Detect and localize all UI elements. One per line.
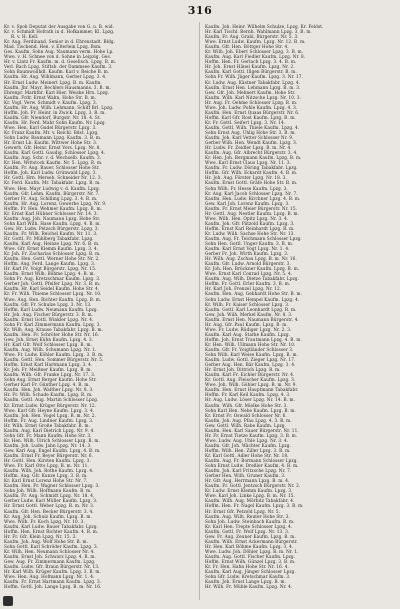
directory-entry: Kaufm. Aug. Joh. Naumann Lpzg. Hohe Str. — [4, 215, 101, 221]
directory-entry: Hoffm. Karl Gfr. Rost Kaufm. Lpzg. B. m. — [205, 114, 296, 120]
directory-entry: Kaufm. Hr. Karl Seidel Kaufm. Hohe Str. 4. — [4, 286, 100, 292]
directory-entry: Kaufm. Wilh. Karl Nitzsche Lpzg. Nr. 10. 3. — [205, 94, 302, 100]
directory-entry: Hr. Karl Fr. Voigt Bürgerstr. Lpzg. Nr. 15. — [4, 266, 97, 272]
directory-entry: Gew. Karl Joh. Lorenz Kaufm. Lpzg. 3. — [205, 200, 290, 206]
directory-entry: Kaufm. Hen. Ludw. Kirchner Lpzg. 4. B. m. — [205, 195, 301, 201]
directory-entry: Gerber Hen. Wilh. Gruner Kaufm. 3. — [205, 473, 286, 479]
directory-entry: Hoffm. Ernst Karl Hartmann Lpzg. 3. 4. — [4, 362, 93, 368]
directory-entry: Kr. v. Schmidt Hofrath in d. Hofkammer, Kl. Lpzg. — [4, 29, 115, 35]
directory-entry: Kaufm. Aug. Wilh. Dietze Tabakfabr. Lpzg. — [205, 276, 300, 282]
directory-entry: Kr. v. Spoh Deputat der Ausgabe von G. u. B. wid. — [4, 24, 115, 29]
directory-entry: Gerber Ludw. Karl Müller Kaufm. Lpzg. 3. — [4, 498, 98, 504]
directory-entry: Kaufm. Wilh. Joh. Rothe Kaufm. Lpzg. 4. — [4, 468, 94, 474]
directory-entry: Kaufm. Ernst Joh. Schwarz Lpzg. 4. B. m. — [4, 553, 96, 559]
directory-entry: Wwe. Hen. Aug. Hofmann Lpzg. Nr. 1. 4. — [4, 574, 95, 580]
directory-entry: Wwe. Wilh. Fr. Koch Lpzg. Nr. 10. 3. — [4, 518, 85, 524]
directory-entry: Hr. Gottl. Fr. Mühlberg Tabakfabr. Lpzg. — [4, 235, 94, 241]
directory-entry: Gerber Wilh. Hen. Wendt Kaufm. Lpzg. 3. — [205, 140, 298, 146]
directory-entry: Hr. Fr. Gfr. Klein Lpzg. Nr. 15. 3. — [4, 533, 77, 539]
directory-entry: Kr. Ernst Fr. Oswald Schlosser Nr. 6. — [205, 412, 287, 418]
directory-entry: Kaufm. Joh. Karl Vetter Schlosser Nr. 9. — [205, 135, 294, 141]
directory-entry: Hoffm. Fr. Aug. Lindner Kaufm. Lpzg. 3. — [4, 417, 94, 423]
directory-entry: Kaufm. Gfr. Joh. Wächter Kaufm. Lpzg. — [205, 442, 292, 448]
directory-entry: Kaufm. Joh. Aug. Pfau Lpzg. 4. 3. B. m. — [205, 417, 292, 423]
directory-entry: Sohn Ernst Aug. Uhlig Hohe Str. 3. B. m. — [205, 129, 296, 135]
directory-entry: Kaufm. Joh. Gfr. Pätzold Kaufm. Lpzg. 3. — [205, 220, 295, 226]
directory-entry: Kaufm. Hen. Fr. Schröter Hohe Str. Nr. 16. — [4, 331, 100, 337]
directory-entry: Kaufm. Hen. Joh. Walther Lpzg. Nr. 8. 3. — [4, 387, 94, 393]
directory-entry: Kaufm. Aug. Karl Fiedler Kaufm. Lpzg. Nr. 8. — [205, 54, 306, 60]
directory-entry: Kaufm. Fr. Wilh. Reichel Kaufm. Nr. 11. 3. — [4, 230, 98, 236]
directory-entry: Kaufm. Aug. Wilh. Schumann Lpzg. Nr. 1. — [4, 347, 97, 352]
directory-entry: Gew. Joh. Wilh. Merkel Kaufm. Nr. 8. 3. — [205, 311, 293, 317]
directory-entry: Kaufm. Gottl. Hen. Sommer Bürgerstr. Nr. 5. — [4, 357, 104, 363]
directory-entry: Kaufm. Joh. Karl Fritzsche Lpzg. Nr. 7. — [205, 468, 292, 474]
directory-entry: Wwe. Ludw. Aug. Uhle Lpzg. Nr. 3. 4. — [205, 437, 289, 443]
directory-entry: Kaufm. Karl Aug. Jünger Schlosser Lpzg. — [205, 569, 296, 575]
directory-entry: Wwe. Ludw. Joh. Döhler Lpzg. B. m. Nr. 1. — [205, 548, 299, 554]
directory-entry: Kaufm. Ludw. Gfr. Braun Bürgerstr. Nr. 13. — [4, 564, 100, 570]
directory-entry: Kr. Karl Hen. Trepte Schlosser Lpzg. 4. — [205, 523, 293, 529]
directory-entry: Kr. Vogl. Verw. Schmidt v. Kaufm. Lpzg. 3. — [4, 99, 98, 105]
directory-entry: Gerber Fr. Aug. Schilling Lpzg. 3. 4. B. m. — [4, 195, 98, 201]
directory-entry: Wwe. v. H. Schnee von d. Sohne in Leipzig. Ges. — [4, 54, 112, 60]
directory-entry: Kaufm. Gottl. Karl Leonhardt Lpzg. B. m. — [205, 306, 297, 312]
directory-entry: Kaufm. Jhr. Mayr, Bechlers Hausmanns. 3. B. m. — [4, 84, 111, 90]
directory-entry: Hr. v. Lintz Fr. Kaufm. m. d. Gesellsch. Lpzg. B. m. — [4, 59, 117, 65]
library-logo-icon — [3, 596, 13, 606]
directory-entry: Kaufm. Gfr. Lehm. Kaufm. Bürgerstr. Nr. 7. — [4, 190, 100, 196]
directory-entry: Hr. Fr. Wilh. Schade Kaufm. Lpzg. B. m. — [4, 392, 93, 398]
directory-entry: Hoffm. Fr. Hen. Wehmer Kaufm. Lpzg. B. m. — [4, 205, 103, 211]
directory-entry: Hr. Wilh. Fr. Mühle Kaufm. Lpzg. Nr. 4. — [205, 584, 293, 590]
directory-entry: Hoffm. Hen. Fr. Gerlach Lpzg. 3. 4. B. m. — [205, 59, 297, 65]
directory-entry: Kaufm. Joh. Ludw. Jahn Lpzg. Nr. 14. 3. — [4, 442, 92, 448]
directory-entry: Hr. Gottl. Aug. Nestler Kaufm. Lpzg. B. m. — [205, 210, 300, 216]
directory-entry: Sohn Baumwollhdl. Kaufm. Karl v. Reiche B. m. — [4, 69, 110, 75]
directory-entry: Kaufm. Ernst Hen. Naumann Bürgerstr. 4. — [205, 316, 299, 322]
directory-entry: Wwe. Fr. Karl Otto Lpzg. B. m. Nr. 11. — [4, 463, 89, 469]
directory-entry: Wwe. Joh. Wilh. Göhler Lpzg. B. m. Nr. 9. — [205, 382, 297, 388]
directory-entry: Wwe. Wilh. Hen. Opitz Lpzg. Nr. 3. 4. — [205, 215, 289, 221]
directory-entry: Hr. Joh. Aug. Förster Lpzg. Nr. 18. 3. — [205, 175, 287, 181]
directory-entry: Gerber Fr. Joh. Wirth Kaufm. Lpzg. 3. — [205, 251, 289, 257]
directory-entry: Wwe. Karl Joh. Linke Lpzg. B. m. Nr. 15. — [205, 493, 295, 499]
directory-entry: Wwe. Fr. Ludw. Rüdiger Lpzg. Nr. 2. 3. — [205, 326, 292, 332]
directory-entry: Hr. Gottl. Hen. Kirsten Kaufm. Lpzg. 3. — [4, 458, 91, 464]
directory-entry: Kr. Ludw. Wilh. Sachse Hohe Str. Nr. 13. — [205, 230, 295, 236]
directory-entry: Gew. Hr. Ludw. Petzsch Bürgerstr. Lpzg. 3. — [4, 225, 100, 231]
directory-entry: Kr. Gottl. Aug. Fleischer Kaufm. Lpzg. 3. — [205, 377, 296, 383]
directory-entry: Sohn Ludw. Baumann Lpzg. Kaufm. 3. B. m. — [4, 135, 102, 141]
directory-entry: Hr. Aug. Fr. Oehme Schlosser Lpzg. B. m. — [205, 99, 298, 105]
directory-entry: Hr. Ernst Ludw. Meinert Lpzg. B. m. Kaufm. — [4, 79, 102, 85]
directory-entry: Hr. Karl Wilh. Krüger Kaufm. Lpzg. 3. B. m. — [4, 569, 101, 575]
directory-entry: Hr. Ernst Lb. Kaufm. Wittwer Hohe Str. 3. — [4, 140, 98, 146]
directory-entry: Hoffm. Aug. Gfr. Kunze Lpzg. 3. B. m. — [4, 473, 88, 479]
directory-entry: Hr. Joh. Ernst Hänel Kaufm. Lpzg. Nr. 2. — [205, 64, 295, 70]
directory-entry: Kr. Joh. Hen. Brückner Kaufm. Lpzg. B. m. — [205, 266, 300, 272]
directory-entry: Kaufm. Karl Aug. Heinze Lpzg. Nr. 6. B. m. — [4, 241, 100, 247]
directory-entry: Kaufm. Aug. Karl Dietrich Lpzg. Nr. 9. 4. — [4, 427, 95, 433]
directory-entry: Kaufm. Hen. Karl Sauer Bürgerstr. Nr. 11. — [205, 427, 299, 433]
directory-entry: Hoffm. Joh. Fr. Heinr. in Zwick. Lpzg. 3. B. m. — [4, 109, 106, 115]
directory-entry: Wwe. Hen. Mayr Ludwig v. d. Kaufm. Lpzg. — [4, 185, 101, 191]
directory-entry: Kaufm. Fr. Ernst Hartmann Kaufm. Lpzg. 3. — [4, 579, 102, 585]
directory-entry: Hoffm. Wilh. Hen. Ziller Lpzg. 3. B. m. — [205, 447, 291, 453]
directory-entry: Kaufm. Fr. Ludw. Döring Tabakfabr. Lpzg. — [205, 165, 298, 171]
directory-entry: Kr. Fr. Wilh. Thieme Schlosser Lpzg. Nr. 10. — [4, 291, 102, 297]
directory-entry: Kaufm. Karl Gottl. Gaudig, Schlosser Lpzg. 4. — [4, 150, 106, 156]
directory-entry: Hr. Ernst Gottl. Weber Lpzg. B. m. Nr. 3. — [4, 503, 95, 509]
directory-entry: Kaufm. Fr. Ernst Meier Bürgerstr. Nr. 15. — [205, 205, 298, 211]
directory-entry: Kaufm. Joh. Ernst Lange Lpzg. B. m. — [205, 579, 286, 585]
directory-entry: Kaufm. Hen. Ernst Quaas Bürgerstr. Nr. 6. — [205, 109, 300, 115]
directory-entry: Gew. Fr. Aug. Zeuner Kaufm. Lpzg. B. m. — [205, 533, 296, 539]
directory-entry: Hoffm. Fr. Gottl. Erler Kaufm. 3. B. m. — [205, 281, 291, 287]
directory-entry: Sohn Wilh. Karl Weise Kaufm. Lpzg. B. m. — [205, 352, 298, 358]
directory-entry: Kr. Joh. Fr. Meißner Kaufm. Lpzg. B. m. — [4, 367, 92, 373]
directory-entry: Hoffm. Hen. Ernst Richter Kaufm. 4. B. m. — [4, 528, 99, 534]
directory-entry: Wwe. Aug. Hen. Richter Kaufm. Lpzg. B. m. — [4, 296, 102, 302]
directory-entry: Kr. Ludw. Aug. Kästner Tabakfabr. Lpzg. 4. — [205, 79, 301, 85]
directory-entry: Kaufm. Wilh. Gfr. Franke Lpzg. Nr. 17. 3. — [4, 372, 96, 378]
directory-entry: R. v. H. Kell. — [11, 34, 39, 40]
directory-entry: Kr. Hen. Joh. Bergmann Kaufm. Lpzg. B. m. — [205, 155, 302, 161]
directory-entry: Kaufm. Gottl. Wilh. Thiele Kaufm. Lpzg. 4. — [205, 124, 300, 130]
directory-entry: Gewerb. Gfr. Heinr. Ernst Vors. Lpzg. Nr. 8. — [4, 145, 101, 151]
directory-entry: Kaufm. Wilh. Gfr. Mielke Hohe Str. 3. — [205, 402, 288, 408]
directory-entry: Hr. Gfr. Aug. Herrmann Lpzg. B. m. 4. — [205, 478, 290, 484]
directory-entry: Kaufm. Hr. Aug. Wihlmann, Gerber Lpzg. 3. 4. — [4, 74, 107, 80]
directory-entry: Gerber Karl Fr. Günther Lpzg. 4. B. m. — [4, 382, 90, 388]
directory-entry: Kr. Fr. Hen. Hahn Hohe Str. Nr. 16. 4. — [205, 564, 289, 570]
directory-entry: Kr. Hen. Wilh. Ulrich Schlosser Lpzg. B. m. — [4, 437, 100, 443]
directory-entry: Kr. Wilh. Joh. Ebert Schlosser Lpzg. 3. B. m. — [205, 49, 304, 55]
directory-entry: Kaufm. Hen. Aug. Gebhardt Hohe Str. B. m. — [205, 291, 303, 297]
directory-entry: Hr. Hen. Karl Böhme Kaufm. Lpzg. 3. 4. — [205, 543, 294, 549]
directory-entry: Kaufm. Aug. Gottl. Fischer Kaufm. Lpzg. — [205, 553, 296, 559]
directory-entry: Kaufm. Aug. Schr. v. d. Wechselb. Kaufm. 3. — [4, 155, 102, 161]
directory-entry: Sohn Gfr. Ludw. Kretschmar Kaufm. 3. — [205, 574, 291, 580]
directory-entry: Wwe. Ernst Karl Conrad Lpzg. Nr. 5. 4. — [205, 271, 293, 277]
directory-entry: Kr. Karl Ernst Lorenz Hohe Str. Nr. 7. — [4, 478, 88, 484]
directory-entry: Sohn Ernst Ludw. Dreßler Kaufm. 4. B. m. — [205, 463, 299, 469]
directory-entry: Kaufm. Ernst Gottl. Gräfe Hohe Str. B. m. — [205, 180, 298, 186]
directory-entry: Sohn Fr. Wilh. Jäger Kaufm. Lpzg. 3. Nr. 17. — [205, 74, 303, 80]
directory-entry: Ges. Kaufm. Sohn Aug. Naumann verm. Hohe Lp. — [4, 49, 114, 55]
directory-entry: Kaufm. Ernst Wilh. Böhme Lpzg. 4. B. m. — [4, 271, 96, 277]
directory-entry: Hoffm. Ernst Wilh. Günzel Lpzg. 3. B. m. — [205, 558, 296, 564]
directory-entry: Hr. Karl Gfr. Wolf Schlosser Lpzg. B. m. — [4, 341, 92, 347]
directory-entry: Wwe. Joh. Ludw. Pohle Kaufm. Lpzg. 4. 3. — [205, 104, 298, 110]
directory-entry: Wwe. Gfr. Ernst Klemm Kaufm. Lpzg. 3. 4. — [4, 246, 99, 252]
directory-entry: Kr. Wilh. Fr. Kaiser Schlosser Lpzg. 3. — [205, 301, 290, 307]
directory-entry: Kaufm. Fr. Gottl. Jentzsch Bürgerstr. Nr. 2. — [205, 483, 301, 489]
directory-entry: Hr. Aug. Ludw. Löser Lpzg. Nr. 14. B. m. — [205, 397, 295, 403]
directory-entry: Kaufm. Fr. Aug. Grahl, Bürgerstr. Nr. 5. 3. — [205, 34, 299, 40]
directory-entry: Kaufm. Hen. Ernst Hauptmann Tabakfabr. — [205, 387, 299, 393]
directory-entry: Kaufm. Ludw. Gottl. Zieger Lpzg. Nr. 17. — [205, 357, 296, 363]
directory-entry: Kr. Joh. Fr. Zacharias Schlosser Lpzg. B. m. — [4, 251, 101, 257]
directory-entry: Sohn Gottl. Karl Schröder Kaufm. Lpzg. 3. — [4, 543, 99, 549]
directory-entry: Kaufm. Hr. Ferd. Mahr Sohn Kaufm. Nr. Lpzg. — [4, 119, 107, 125]
directory-entry: Kr. Fr. Gottl. Seifert Lpzg. 3. Nr. 14. — [205, 119, 286, 125]
directory-entry: Gew. Joh. Ernst Kühn Kaufm. Lpzg. 4. 3. — [4, 336, 94, 342]
directory-entry: Kaufm. Gfr. Fr. Voigtländer Schlosser 3. — [205, 347, 294, 352]
directory-entry: Hoffm. Joh. Ernst Trautmann Lpzg. 4. B. m. — [205, 336, 302, 342]
directory-entry: Sohn Joh. Ludw. Steinbach Kaufm. B. m. — [205, 518, 295, 524]
directory-entry: Kaufm. Ernst Gottl. Winkler Lpzg. Nr. 4. — [4, 316, 94, 322]
directory-entry: Mad. Tischend. Hen. v. Elterlein Lpzg. Bsm. — [4, 44, 102, 50]
directory-entry: Kr. Wilh. Hen. Neumann Schlosser Nr. 4. — [4, 548, 95, 554]
directory-entry: Hr. Joh. Aug. Fischer Bürgerstr. 3. B. m. — [4, 311, 94, 317]
directory-entry: Kr. Aug. Joh. Schulz Kaufm. Lpzg. B. m. — [4, 513, 92, 519]
directory-entry: Kaufm. Ernst Hen. Lehmann Lpzg. B. m. 3. — [205, 84, 301, 90]
directory-entry: Ehrenpr. Marktbr. Karl Hier. Weiske Hrn. Lpzg. — [4, 89, 110, 95]
directory-entry: Kaufm. Karl Ernst Vogt Lpzg. Nr. 1. 4. — [205, 246, 290, 252]
directory-entry: Hr. Karl Joh. Frenzel Lpzg. Nr. 12. — [205, 286, 282, 292]
directory-entry: Kaufm. Karl Gottl. Illgen Bürgerstr. B. m. — [205, 69, 297, 75]
directory-entry: Kaufm. Gfr. Hen. Böttger Hohe Str. 4. — [205, 44, 289, 50]
directory-entry: Kaufm. Fr. Aug. Schmidt Lpzg. Nr. 18. 4. — [4, 493, 95, 499]
directory-entry: Sohn Hen. Gottl. Unger Kaufm. 3. B. m. — [205, 241, 294, 247]
directory-entry: Hr. Ernst Joh. Dittrich Lpzg. B. m. — [205, 367, 281, 373]
directory-entry: Kr. Ernst Karl Hübner Schlosser Nr. 14. 3. — [4, 210, 99, 216]
directory-entry: Kaufm. Joh. Aug. Wolf Hohe Str. B. m. — [4, 538, 89, 544]
directory-entry: Hr. Fr. Ernst Tietze Kaufm. Lpzg. 3. B. m. — [205, 432, 298, 438]
directory-entry: Kr. Ludw. Ernst Klemm Kaufm. Lpzg. 3. — [205, 488, 293, 494]
directory-entry: Kaufm. Hr. Aug. Wilh. Lehmann, Schiff Brl. Lpzg. — [4, 104, 114, 110]
directory-entry: Kaufm. Hen. Fr. Wagner Schlosser Lpzg. 3. — [4, 483, 100, 489]
directory-entry: Hr. Wilh. Aug. Zschau Lpzg. B. m. Nr. 16. — [205, 256, 297, 262]
directory-entry: Hoffm. Hen. Fr. Nagel Kaufm. Lpzg. 3. B. m. — [205, 503, 304, 509]
directory-entry: Gew. Gottl. Wilh. Rabe Kaufm. Lpzg. — [205, 422, 286, 428]
directory-entry: Kaufm. Gfr. Fr. Schulze Lpzg. 3. Nr. 13. — [4, 301, 92, 307]
directory-entry: Kaufm. Karl Fr. Eichler Bürgerstr. Nr. 4. — [205, 372, 295, 378]
directory-entry: Wwe. Ernst Ludw. Kaufm. Lpzg. Nr. 12. B. m. — [205, 39, 306, 45]
directory-entry: Wwe. Hen. Karl Gudel Bürgerstr. Lpzg. 3. — [4, 124, 97, 130]
directory-entry: Kaufm. Fr. Aug. Bauer, Schlosser Hohe Str. — [4, 165, 100, 171]
directory-entry: Kaufm. Aug. Gfr. Albrecht Bürgerstr. 3. 4. — [205, 150, 298, 156]
directory-entry: Kr. Ferd. Kaufm. Mr. Tabakfabr. Lpzg. B. m. — [4, 180, 101, 186]
directory-entry: Kr. Hen. Wilh. Ullmann Hohe Str. Nr. 10. — [205, 341, 296, 347]
directory-entry: Kaufm. Aug. Fr. Teichmann Schlosser Lpzg. — [205, 235, 302, 241]
directory-entry: Kaufm. Gfr. Niendorf, Burgstr. Nr. 18. 4. St. — [4, 114, 102, 120]
directory-entry: Hr. Karl Tischl. Bernh. Wahlmann Lpzg. 3. B. m. — [205, 29, 312, 35]
directory-entry: Kaufm. Aug. Wilh. Reuter Hohe Str. 3. — [205, 513, 290, 519]
directory-entry: Wwe. Karl Gfr. Heyne Kaufm. Lpzg. 3. 4. — [4, 407, 95, 413]
left-column — [4, 24, 194, 599]
directory-entry: Hoffm. Fr. Karl Keil Kaufm. Lpzg. 4. 3. — [205, 392, 291, 398]
directory-entry: Hr. Wilh. Ernst Große Tabakfabr. B. m. — [4, 422, 90, 428]
directory-entry: Hr. Ernst Gfr. Petzold Lpzg. Nr. 5. — [205, 508, 281, 514]
directory-entry: Hr. Ludw. Fr. Zeidler Lpzg. B. m. Nr. 4. — [205, 145, 292, 151]
directory-entry: Kr. Hen. Wittstock Kaufm. Nr. 5. Lpzg. B. m. — [4, 160, 103, 166]
directory-entry: Kr. Aug. Karl Jacob Schlosser Lpzg. Nr. 7. — [205, 190, 298, 196]
directory-entry: Kaufm. Frdr. Ernst Wahn, Hohe Str. B. m. — [4, 94, 97, 100]
directory-entry: Kaufm. Ernst Fr. Beyer Bürgerstr. Nr. 6. — [4, 452, 94, 458]
directory-entry: Sohn Karl Hen. Nebe Kaufm. Lpzg. B. m. — [205, 407, 296, 413]
directory-entry: Kaufm. Wilh. Ernst Ackermann Bürgerstr. — [205, 538, 298, 544]
directory-entry: Verl. Bach Lpzg. Stiftsb. der Dammsee Kaufm. 3. — [4, 64, 113, 70]
directory-entry: Kaufm. Karl Ludw. Bauer Tabakfabr. Lpzg. — [4, 523, 99, 529]
directory-entry: Kaufm. Wilh. Aug. Mörbitz Tabakfabr. 4. — [205, 498, 295, 504]
directory-entry: Wwe. Fr. Ludw. Köhler Kaufm. Lpzg. 3. B. m. — [4, 352, 104, 358]
directory-entry: Kr. Ernst Ludw. Krüger Bürgerstr. Nr. 12. — [4, 402, 97, 408]
directory-entry: Kr. Karl Gottl. Adler Hohe Str. Nr. 18. — [205, 452, 289, 458]
directory-entry: Gew. Karl Aug. Engel Kaufm. Lpzg. 4. B. m. — [4, 447, 101, 453]
directory-entry: Hoffm. Joh. Karl Ludw. Grünwald Lpzg. 3. — [4, 170, 97, 176]
directory-entry: Sohn Joh. Wilh. Hoffmann Kaufm. B. m. — [4, 488, 92, 494]
directory-entry: Kaufm. Gottl. Aug. Martin Schlosser Lpzg. — [4, 397, 99, 403]
directory-entry: Hr. Gottl. Hrn. Merseb. Schneider Nr. 12. 3. — [4, 175, 103, 181]
directory-entry: Kaufm. Aug. Fr. Bormann Schlosser Lpzg. — [205, 458, 298, 464]
directory-entry: Kaufm. Karl Aug. Starke Kaufm. Lpzg. — [205, 331, 291, 337]
directory-entry: Gew. Aug. Fr. Zimmermann Kaufm. Lpzg. — [4, 558, 96, 564]
directory-entry: Kaufm. Gottl. Fr. Wolf Lpzg. Nr. 13. 3. — [205, 528, 290, 534]
directory-entry: Kaufm. Hen. Gottl. Werner Hohe Str. Nr. 2. — [4, 256, 100, 262]
directory-entry: Sohn Wilh. Fr. Hesse Kaufm. Lpzg. 3. — [205, 185, 288, 191]
right-column — [205, 24, 395, 599]
directory-entry: Sohn Karl Wilh. Hase Kaufm. Lpzg. 4. B. m. — [4, 220, 101, 226]
directory-entry: Hr. Aug. Gfr. Paul Kaufm. Lpzg. B. m. — [205, 321, 288, 327]
directory-entry: Kaufm. Joh. Hen. Vogel Lpzg. B. m. Nr. 2. — [4, 412, 96, 418]
directory-entry: Hoffm. Gottl. Joh. Lange Lpzg. B. m. Nr. 16. — [4, 584, 102, 590]
directory-entry: Sohn Fr. Aug. Kretzschmar Kaufm. Lpzg. 3. — [4, 276, 101, 282]
directory-entry: Sohn Gfr. Fr. Mann Kaufm. Hohe Str. 3. — [4, 432, 92, 438]
directory-entry: Gerber Aug. Hen. Bär Kaufm. Lpzg. 3. 4. — [205, 362, 296, 368]
directory-entry: Kaufm. Hr. Aug. Lorenz, Gewerbe Lpzg. Nr. 9. — [4, 200, 107, 206]
column-divider — [199, 22, 200, 600]
directory-entry: Sohn Fr. Karl Zimmermann Kaufm. Lpzg. 3. — [4, 321, 101, 327]
directory-entry: Gerber Joh. Gottl. Pfeifer Lpzg. Nr. 3. B. m. — [4, 281, 101, 287]
directory-entry: Hoffm. Gfr. Wilh. Eckardt Kaufm. 4. B. m. — [205, 170, 298, 176]
directory-entry: Kr. Franz Kaufm. Mr. v. Reichl. Bdst. Lpzg. — [4, 129, 99, 135]
directory-entry: Kaufm. Gfr. Ludw. Arnold Bürgerstr. 3. — [205, 261, 291, 267]
directory-entry: Sohn Ludw. Ernst Hempel Kaufm. Lpzg. 4. — [205, 296, 300, 302]
directory-entry: Hoffm. Ernst Karl Reinhardt Lpzg. B. m. — [205, 225, 295, 231]
directory-entry: Hoffm. Karl Ludw. Neumann Kaufm. Lpzg. — [4, 306, 99, 312]
directory-entry: Kr. Wilh. Aug. Krause Tabakfabr. Lpzg. B. m. — [4, 326, 104, 332]
directory-entry: Kaufm. Joh. Heinr. Wilhelm Schulze, Lpzg. Kr. Feldst. — [205, 24, 324, 29]
directory-entry: Kr. Aug. Ferdinand, Senior in d. Ehrenstadt. Bldg. — [4, 39, 116, 45]
directory-entry: Gew. Gfr. Joh. Mehnert Kaufm. Hohe Str. — [205, 89, 296, 95]
page-number: 316 — [187, 4, 213, 17]
directory-entry: Sohn Aug. Ernst Berger Kaufm. Hohe Str. — [4, 377, 97, 383]
directory-entry: Hoffm. Aug. Ferd. Lange Kaufm. Lpzg. 3. — [4, 261, 96, 267]
directory-entry: Wwe. Karl Ernst Claus Lpzg. Nr. 11. 3. — [205, 160, 292, 166]
directory-entry: Kaufm. Gfr. Hen. Becker Bürgerstr. 3. 4. — [4, 508, 94, 514]
